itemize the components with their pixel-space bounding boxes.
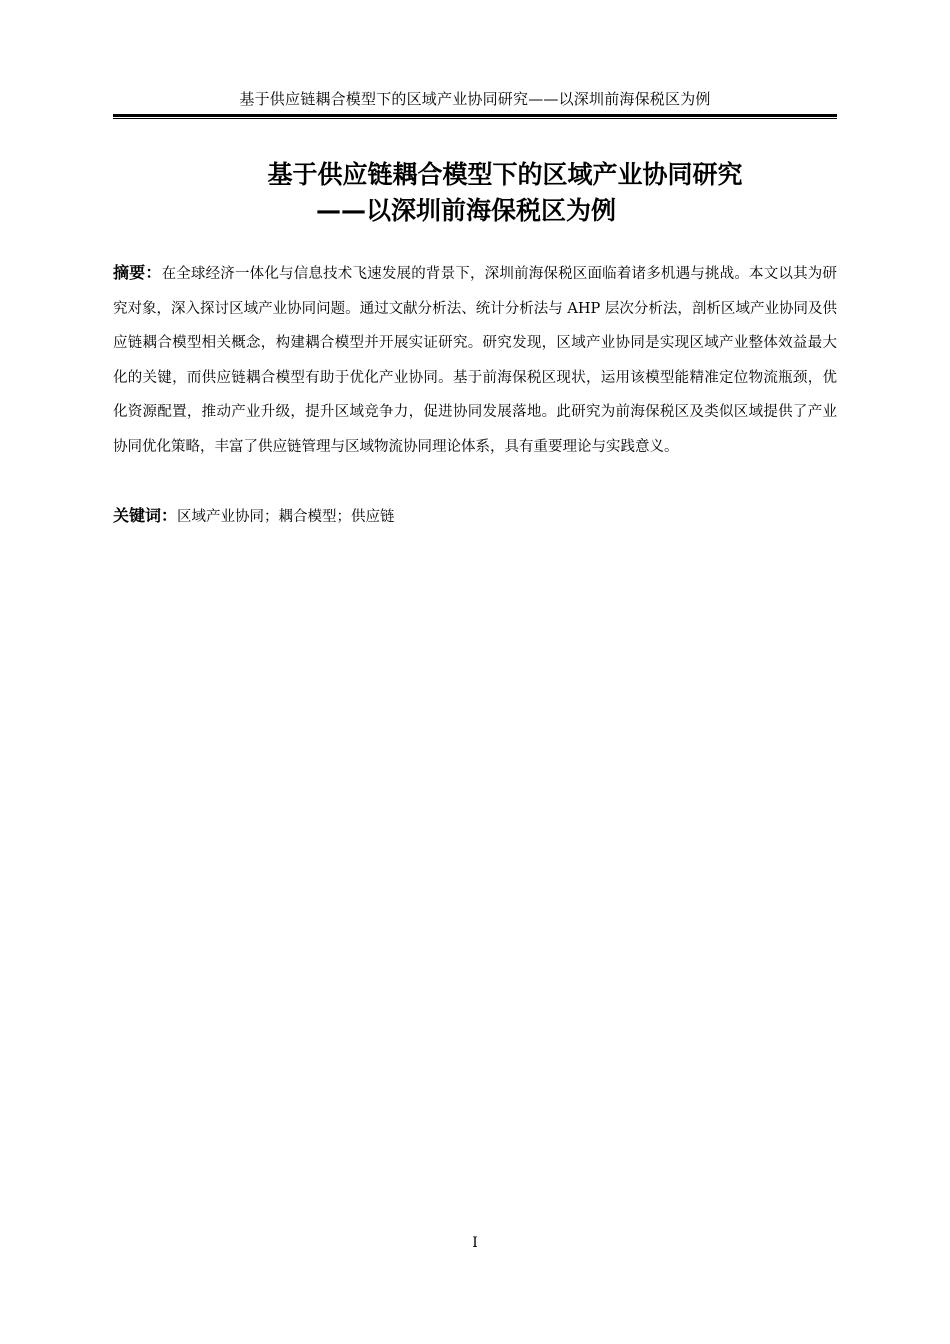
header-double-rule — [113, 114, 837, 119]
keywords-label: 关键词： — [113, 506, 178, 525]
page-number: I — [472, 1235, 478, 1251]
paper-title-line-2: ——以深圳前海保税区为例 — [315, 196, 616, 225]
paper-title-line-1: 基于供应链耦合模型下的区域产业协同研究 — [267, 160, 743, 189]
running-header: 基于供应链耦合模型下的区域产业协同研究——以深圳前海保税区为例 — [239, 90, 711, 108]
abstract-paragraph — [113, 256, 837, 464]
keywords-paragraph — [113, 501, 837, 532]
abstract-label: 摘要： — [113, 263, 162, 282]
abstract-text: 在全球经济一体化与信息技术飞速发展的背景下，深圳前海保税区面临着诸多机遇与挑战。本文以其为研究对象，深入探讨区域产业协同问题。通过文献分析法、统计分析法与 AHP 层次分析法，剖析区域产业协同及供应链耦合模型相关概念，构建耦合模型并开展实证研究。研究发现，区域产业协同是实现区域产业整体效益最大化的关键，而供应链耦合模型有助于优化产业协同。基于前海保税区现状，运用该模型能精准定位物流瓶颈，优化资源配置，推动产业升级，提升区域竞争力，促进协同发展落地。此研究为前海保税区及类似区域提供了产业协同优化策略，丰富了供应链管理与区域物流协同理论体系，具有重要理论与实践意义。 — [113, 266, 837, 455]
keywords-text: 区域产业协同；耦合模型；供应链 — [177, 509, 395, 525]
